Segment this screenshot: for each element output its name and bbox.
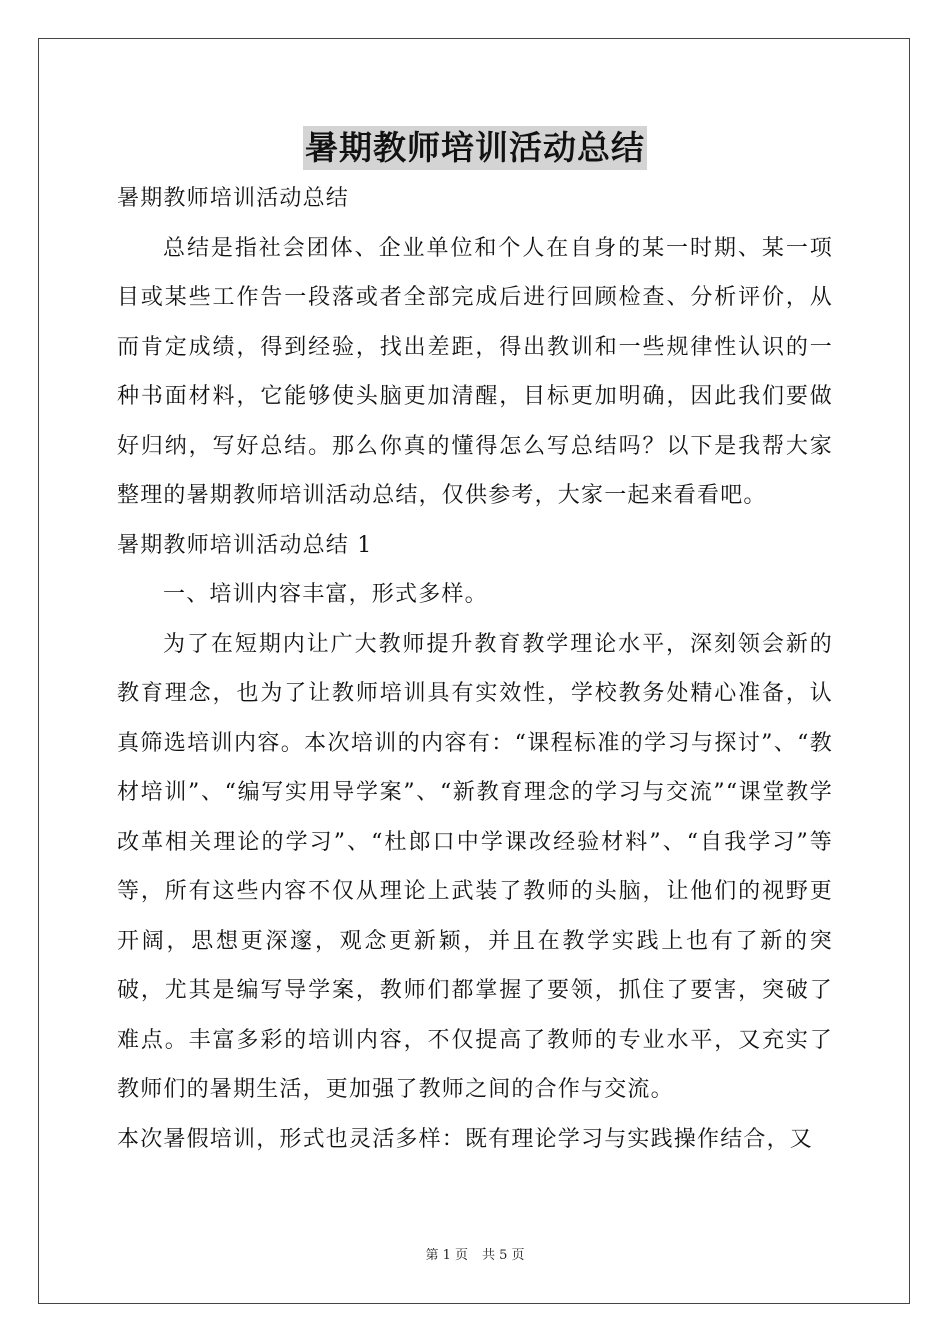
subheading: 一、培训内容丰富，形式多样。	[163, 582, 488, 607]
paragraph: 为了在短期内让广大教师提升教育教学理论水平，深刻领会新的教育理念，也为了让教师培训具有实效性，学校教务处精心准备，认真筛选培训内容。本次培训的内容有：“课程标准的学习与探讨”、“教材培训”、“编写实用导学案”、“新教育理念的学习与交流”“课堂教学改革相关理论的学习”、“杜郎口中学课改经验材料”、“自我学习”等等，所有这些内容不仅从理论上武装了教师的头脑，让他们的视野更开阔，思想更深邃，观念更新颖，并且在教学实践上也有了新的突破，尤其是编写导学案，教师们都掌握了要领，抓住了要害，突破了难点。丰富多彩的培训内容，不仅提高了教师的专业水平，又充实了教师们的暑期生活，更加强了教师之间的合作与交流。	[117, 631, 833, 1102]
section-heading: 暑期教师培训活动总结 1	[117, 532, 373, 558]
paragraph: 暑期教师培训活动总结	[117, 186, 350, 211]
document-body	[117, 174, 833, 1164]
page-number: 第 1 页	[425, 1248, 468, 1263]
document-title-text: 暑期教师培训活动总结	[303, 126, 647, 170]
paragraph: 总结是指社会团体、企业单位和个人在自身的某一时期、某一项目或某些工作告一段落或者全部完成后进行回顾检查、分析评价，从而肯定成绩，得到经验，找出差距，得出教训和一些规律性认识的一种书面材料，它能够使头脑更加清醒，目标更加明确，因此我们要做好归纳，写好总结。那么你真的懂得怎么写总结吗？以下是我帮大家整理的暑期教师培训活动总结，仅供参考，大家一起来看看吧。	[117, 235, 833, 508]
page-footer	[0, 1244, 950, 1263]
document-title	[0, 126, 950, 170]
page-total: 共 5 页	[482, 1248, 525, 1263]
paragraph: 本次暑假培训，形式也灵活多样：既有理论学习与实践操作结合，又	[117, 1126, 814, 1152]
